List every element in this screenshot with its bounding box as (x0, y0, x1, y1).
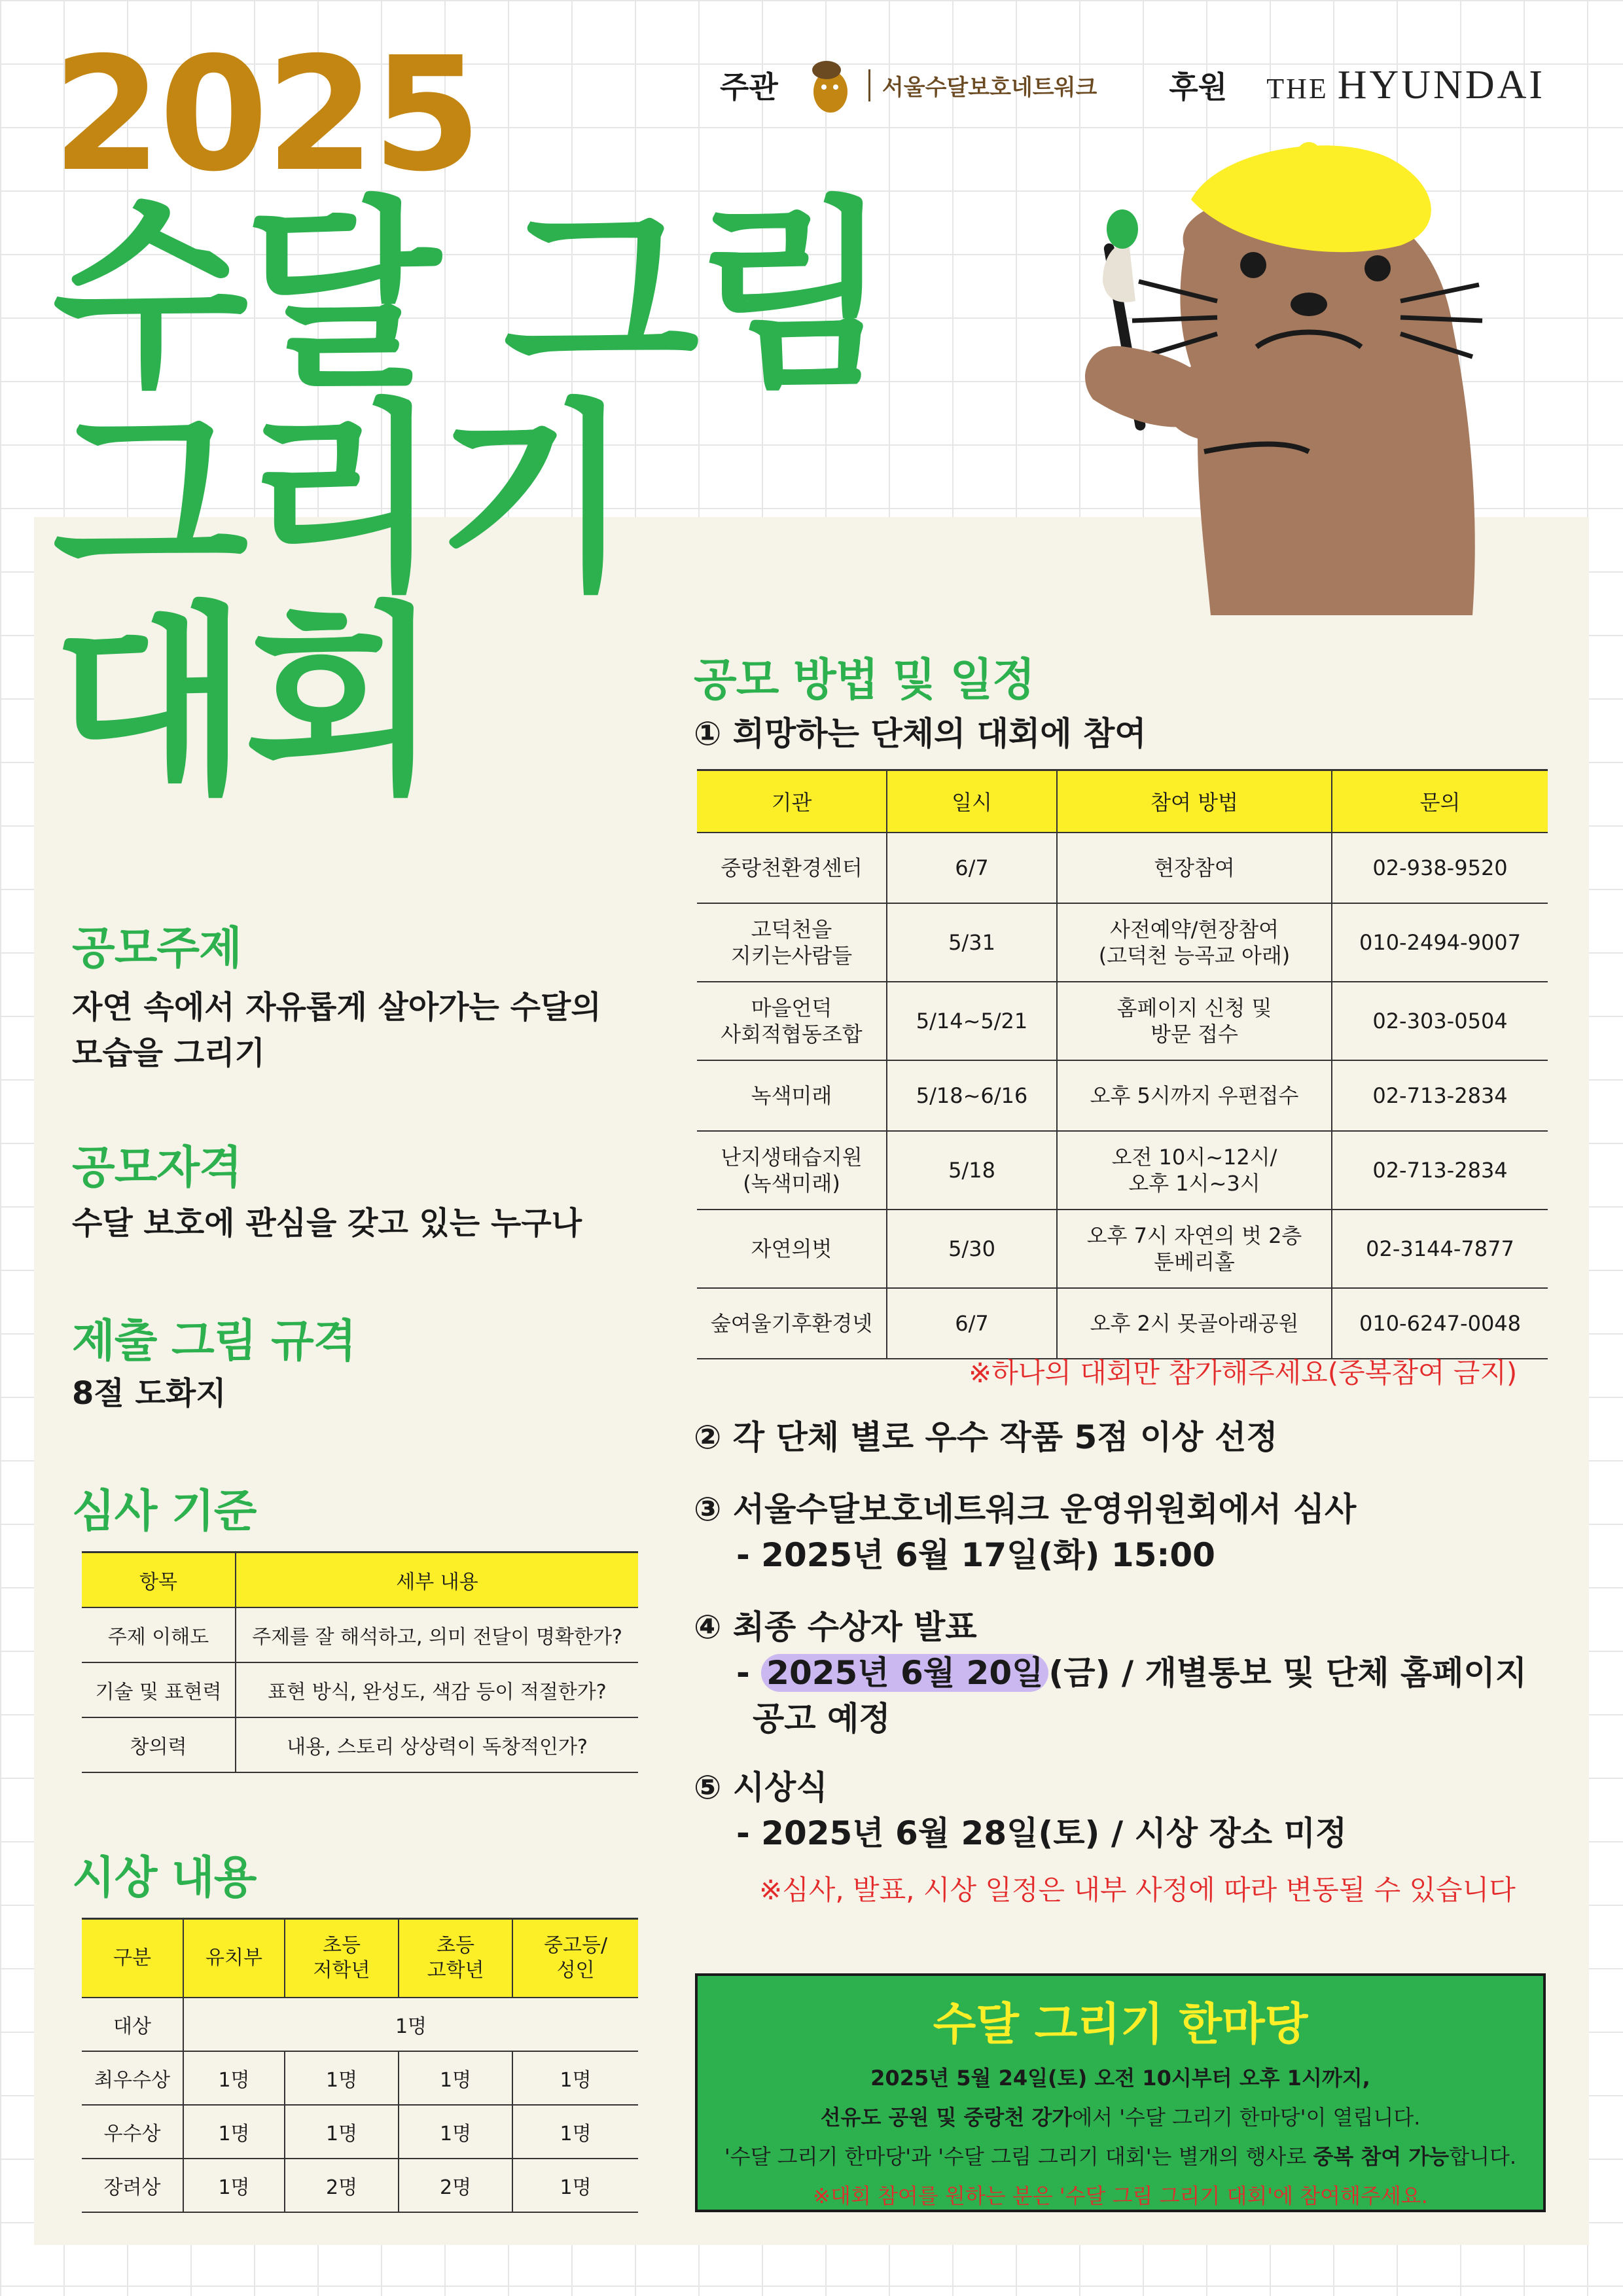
theme-text-1: 자연 속에서 자유롭게 살아가는 수달의 (72, 989, 601, 1026)
table-row (697, 1210, 1548, 1288)
org-cell: 자연의벗 (697, 1210, 887, 1288)
sponsor-logo (1266, 62, 1545, 109)
award-count: 1명 (183, 1998, 638, 2051)
header-logos (720, 52, 1545, 118)
method-cell: 오후 7시 자연의 벗 2층 툰베리홀 (1057, 1210, 1332, 1288)
event-box (695, 1973, 1546, 2212)
table-row (82, 2105, 638, 2159)
criteria-detail: 내용, 스토리 상상력이 독창적인가? (236, 1717, 638, 1772)
award-count: 2명 (399, 2159, 512, 2212)
sponsor-label: 후원 (1169, 69, 1228, 105)
event-line-3-a: '수달 그리기 한마당'과 '수달 그림 그리기 대회'는 별개의 행사로 (724, 2144, 1313, 2169)
step-1: ① 희망하는 단체의 대회에 참여 (694, 715, 1147, 753)
table-row (697, 903, 1548, 982)
event-line-2-rest: 에서 '수달 그리기 한마당'이 열립니다. (1072, 2105, 1421, 2130)
table-row (697, 982, 1548, 1060)
schedule-header: 문의 (1332, 770, 1548, 833)
award-count: 1명 (183, 2051, 285, 2105)
event-title: 수달 그리기 한마당 (933, 1999, 1308, 2051)
criteria-detail: 주제를 잘 해석하고, 의미 전달이 명확한가? (236, 1607, 638, 1662)
criteria-table (82, 1551, 638, 1773)
date-cell: 5/18 (887, 1131, 1057, 1210)
eligibility-text: 수달 보호에 관심을 갖고 있는 누구나 (72, 1205, 582, 1242)
table-row (82, 2051, 638, 2105)
phone-cell: 010-6247-0048 (1332, 1288, 1548, 1359)
otter-painter-illustration (1021, 131, 1531, 628)
otter-logo-icon (804, 56, 857, 115)
eligibility-heading: 공모자격 (72, 1142, 241, 1194)
criteria-header: 항목 (82, 1552, 236, 1607)
method-cell: 오후 5시까지 우편접수 (1057, 1060, 1332, 1131)
award-count: 1명 (183, 2105, 285, 2159)
schedule-header: 기관 (697, 770, 887, 833)
award-category: 대상 (82, 1998, 183, 2051)
host-name: 서울수달보호네트워크 (868, 69, 1097, 101)
org-cell: 난지생태습지원 (녹색미래) (697, 1131, 887, 1210)
table-row (697, 1288, 1548, 1359)
event-line-1: 2025년 5월 24일(토) 오전 10시부터 오후 1시까지, (870, 2066, 1370, 2090)
date-cell: 5/30 (887, 1210, 1057, 1288)
sponsor-prefix: THE (1266, 72, 1329, 105)
org-cell: 고덕천을 지키는사람들 (697, 903, 887, 982)
table-row (82, 1998, 638, 2051)
method-cell: 사전예약/현장참여 (고덕천 능곡교 아래) (1057, 903, 1332, 982)
award-category: 최우수상 (82, 2051, 183, 2105)
event-line-3-c: 합니다. (1449, 2144, 1517, 2169)
spec-heading: 제출 그림 규격 (72, 1316, 356, 1367)
table-row (82, 1717, 638, 1772)
award-count: 1명 (285, 2051, 399, 2105)
spec-text: 8절 도화지 (72, 1375, 226, 1412)
criteria-item: 주제 이해도 (82, 1607, 236, 1662)
method-cell: 오후 2시 못골아래공원 (1057, 1288, 1332, 1359)
criteria-item: 기술 및 표현력 (82, 1662, 236, 1717)
theme-heading: 공모주제 (72, 923, 241, 975)
host-logo (804, 56, 1097, 115)
step-3-date: - 2025년 6월 17일(화) 15:00 (736, 1536, 1215, 1574)
schedule-change-note: ※심사, 발표, 시상 일정은 내부 사정에 따라 변동될 수 있습니다 (759, 1874, 1516, 1906)
award-count: 1명 (512, 2051, 638, 2105)
table-row (82, 1662, 638, 1717)
org-cell: 녹색미래 (697, 1060, 887, 1131)
criteria-item: 창의력 (82, 1717, 236, 1772)
step-4-dash: - (736, 1654, 762, 1692)
date-cell: 5/14~5/21 (887, 982, 1057, 1060)
step-2: ② 각 단체 별로 우수 작품 5점 이상 선정 (694, 1418, 1278, 1456)
single-entry-note: ※하나의 대회만 참가해주세요(중복참여 금지) (969, 1357, 1518, 1389)
phone-cell: 02-3144-7877 (1332, 1210, 1548, 1288)
org-cell: 마을언덕 사회적협동조합 (697, 982, 887, 1060)
event-line-4: ※대회 참여를 원하는 분은 '수달 그림 그리기 대회'에 참여해주세요. (813, 2183, 1428, 2208)
org-cell: 숲여울기후환경넷 (697, 1288, 887, 1359)
award-category: 우수상 (82, 2105, 183, 2159)
award-count: 1명 (512, 2159, 638, 2212)
award-header: 초등 고학년 (399, 1919, 512, 1998)
sponsor-name: HYUNDAI (1337, 62, 1546, 107)
phone-cell: 02-713-2834 (1332, 1060, 1548, 1131)
award-count: 1명 (512, 2105, 638, 2159)
award-count: 2명 (285, 2159, 399, 2212)
title-line-3: 대회 (52, 585, 437, 821)
announcement-date-highlight: 2025년 6월 20일 (761, 1654, 1048, 1692)
schedule-header: 일시 (887, 770, 1057, 833)
award-count: 1명 (285, 2105, 399, 2159)
phone-cell: 02-303-0504 (1332, 982, 1548, 1060)
step-4: ④ 최종 수상자 발표 (694, 1608, 977, 1646)
table-row (82, 1607, 638, 1662)
award-header: 구분 (82, 1919, 183, 1998)
table-row (82, 2159, 638, 2212)
schedule-table (697, 769, 1548, 1359)
awards-heading: 시상 내용 (72, 1852, 257, 1904)
phone-cell: 02-713-2834 (1332, 1131, 1548, 1210)
step-5-date: - 2025년 6월 28일(토) / 시상 장소 미정 (736, 1814, 1347, 1852)
title-line-2: 그리기 (52, 382, 629, 619)
table-row (697, 1060, 1548, 1131)
host-label: 주관 (720, 69, 778, 105)
event-line-3-b: 중복 참여 가능 (1313, 2144, 1450, 2169)
event-location: 선유도 공원 및 중랑천 강가 (820, 2105, 1073, 2130)
award-count: 1명 (399, 2105, 512, 2159)
org-cell: 중랑천환경센터 (697, 833, 887, 903)
award-header: 중고등/ 성인 (512, 1919, 638, 1998)
table-row (697, 1131, 1548, 1210)
award-category: 장려상 (82, 2159, 183, 2212)
award-header: 초등 저학년 (285, 1919, 399, 1998)
criteria-detail: 표현 방식, 완성도, 색감 등이 적절한가? (236, 1662, 638, 1717)
step-4-detail (736, 1649, 1527, 1697)
title-line-1: 수달 그림 (52, 179, 887, 416)
step-5: ⑤ 시상식 (694, 1768, 828, 1806)
awards-table (82, 1918, 638, 2213)
step-3: ③ 서울수달보호네트워크 운영위원회에서 심사 (694, 1490, 1357, 1528)
date-cell: 5/18~6/16 (887, 1060, 1057, 1131)
step-4-rest: (금) / 개별통보 및 단체 홈페이지 (1048, 1654, 1527, 1692)
award-count: 1명 (399, 2051, 512, 2105)
method-heading: 공모 방법 및 일정 (694, 655, 1035, 706)
table-row (697, 833, 1548, 903)
year-label: 2025 (52, 23, 479, 206)
award-header: 유치부 (183, 1919, 285, 1998)
date-cell: 6/7 (887, 1288, 1057, 1359)
date-cell: 5/31 (887, 903, 1057, 982)
criteria-heading: 심사 기준 (72, 1486, 257, 1537)
event-line-3 (698, 2140, 1543, 2170)
award-count: 1명 (183, 2159, 285, 2212)
phone-cell: 010-2494-9007 (1332, 903, 1548, 982)
date-cell: 6/7 (887, 833, 1057, 903)
criteria-header: 세부 내용 (236, 1552, 638, 1607)
method-cell: 현장참여 (1057, 833, 1332, 903)
event-line-2 (698, 2101, 1543, 2131)
phone-cell: 02-938-9520 (1332, 833, 1548, 903)
method-cell: 오전 10시~12시/ 오후 1시~3시 (1057, 1131, 1332, 1210)
schedule-header: 참여 방법 (1057, 770, 1332, 833)
theme-text-2: 모습을 그리기 (72, 1035, 265, 1071)
step-4-line-2: 공고 예정 (753, 1700, 891, 1738)
method-cell: 홈페이지 신청 및 방문 접수 (1057, 982, 1332, 1060)
